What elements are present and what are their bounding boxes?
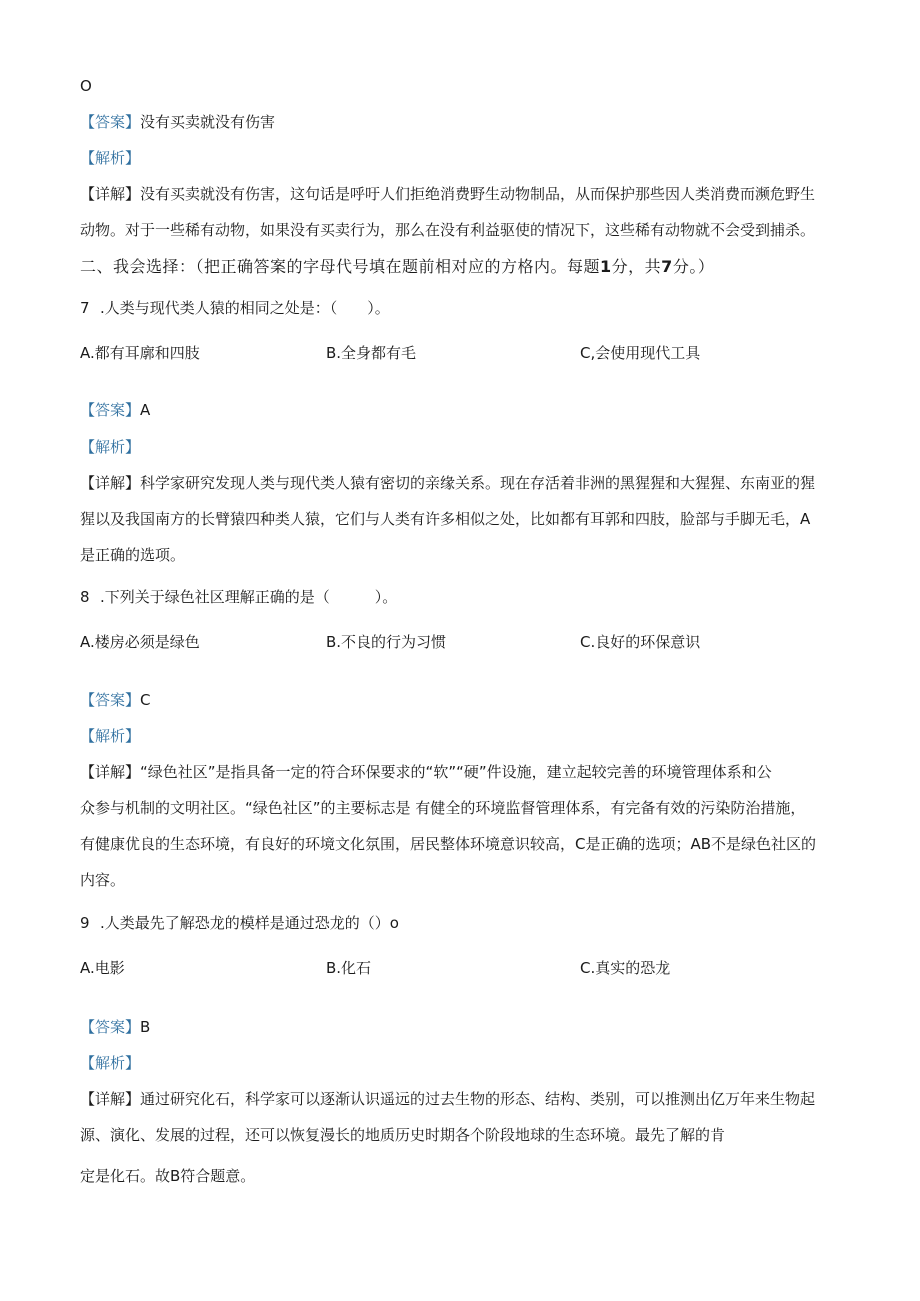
q6-detail-line-1 — [80, 184, 815, 204]
q7-option-b: B.全身都有毛 — [326, 344, 417, 362]
section-heading-num2: 7 — [661, 257, 673, 276]
q8-option-b: B.不良的行为习惯 — [326, 633, 447, 651]
q8-option-a: A.楼房必须是绿色 — [80, 633, 200, 651]
q8-detail-line-2: 众参与机制的文明社区。“绿色社区”的主要标志是 有健全的环境监督管理体系，有完备有效的污染防治措施， — [80, 799, 806, 817]
detail-tag: 【详解】 — [80, 185, 141, 203]
q7-analysis — [80, 437, 140, 457]
q9-option-c: C.真实的恐龙 — [580, 959, 671, 977]
q9-option-b: B.化石 — [326, 959, 372, 977]
q6-detail-line-2: 动物。对于一些稀有动物，如果没有买卖行为，那么在没有利益驱使的情况下，这些稀有动物就不会受到捕杀。 — [80, 221, 816, 239]
q7-detail-line-1 — [80, 473, 815, 493]
q7-answer — [80, 400, 150, 420]
answer-tag: 【答案】 — [80, 401, 141, 419]
q8-answer — [80, 690, 151, 710]
analysis-tag: 【解析】 — [80, 438, 141, 456]
answer-text: B — [140, 1018, 151, 1036]
answer-text: C — [140, 691, 151, 709]
section-heading-mid: 分，共 — [611, 257, 662, 276]
answer-tag: 【答案】 — [80, 691, 141, 709]
question-number: 8 — [80, 588, 90, 606]
section-heading-prefix: 二、我会选择：（把正确答案的字母代号填在题前相对应的方格内。每题 — [80, 257, 601, 276]
analysis-tag: 【解析】 — [80, 149, 141, 167]
q9-stem — [80, 913, 399, 933]
q7-option-c: C,会使用现代工具 — [580, 344, 701, 362]
detail-text: 科学家研究发现人类与现代类人猿有密切的亲缘关系。现在存活着非洲的黑猩猩和大猩猩、东南亚的猩 — [140, 474, 816, 492]
q6-analysis — [80, 148, 140, 168]
analysis-tag: 【解析】 — [80, 1054, 141, 1072]
q8-analysis — [80, 726, 140, 746]
detail-tag: 【详解】 — [80, 474, 141, 492]
section-heading-num1: 1 — [600, 257, 612, 276]
q8-stem — [80, 587, 397, 607]
q7-detail-line-2: 猩以及我国南方的长臂猿四种类人猿，它们与人类有许多相似之处，比如都有耳郭和四肢，脸部与手脚无毛，A — [80, 510, 811, 528]
q7-stem — [80, 298, 390, 318]
q6-answer — [80, 112, 275, 132]
answer-tag: 【答案】 — [80, 1018, 141, 1036]
detail-text: 没有买卖就没有伤害，这句话是呼吁人们拒绝消费野生动物制品，从而保护那些因人类消费而濒危野生 — [140, 185, 816, 203]
question-text: .人类最先了解恐龙的模样是通过恐龙的（）o — [100, 914, 399, 932]
section-heading-suffix: 分。） — [672, 257, 715, 276]
q7-option-a: A.都有耳廓和四肢 — [80, 344, 200, 362]
q9-analysis — [80, 1053, 140, 1073]
q9-detail-line-2: 源、演化、发展的过程，还可以恢复漫长的地质历史时期各个阶段地球的生态环境。最先了解的肯 — [80, 1126, 726, 1144]
question-number: 9 — [80, 914, 90, 932]
question-text: .下列关于绿色社区理解正确的是（ ）。 — [100, 588, 398, 606]
q8-detail-line-4: 内容。 — [80, 871, 126, 889]
q8-option-c: C.良好的环保意识 — [580, 633, 701, 651]
detail-text: “绿色社区”是指具备一定的符合环保要求的“软”“硬”件设施，建立起较完善的环境管理体系和公 — [140, 763, 772, 781]
detail-text: 通过研究化石，科学家可以逐渐认识遥远的过去生物的形态、结构、类别，可以推测出亿万年来生物起 — [140, 1090, 816, 1108]
answer-tag: 【答案】 — [80, 113, 141, 131]
q7-detail-line-3: 是正确的选项。 — [80, 546, 186, 564]
question-text: .人类与现代类人猿的相同之处是：（ ）。 — [100, 299, 390, 317]
answer-text: A — [140, 401, 151, 419]
q9-detail-line-1 — [80, 1089, 815, 1109]
top-fragment: O — [80, 77, 92, 95]
q8-detail-line-1 — [80, 762, 772, 782]
q9-option-a: A.电影 — [80, 959, 125, 977]
detail-tag: 【详解】 — [80, 1090, 141, 1108]
analysis-tag: 【解析】 — [80, 727, 141, 745]
q9-detail-line-3: 定是化石。故B符合题意。 — [80, 1167, 256, 1185]
detail-tag: 【详解】 — [80, 763, 141, 781]
answer-text: 没有买卖就没有伤害 — [140, 113, 276, 131]
section-heading — [80, 257, 714, 277]
question-number: 7 — [80, 299, 90, 317]
q8-detail-line-3: 有健康优良的生态环境，有良好的环境文化氛围，居民整体环境意识较高，C是正确的选项；AB不是绿色社区的 — [80, 835, 817, 853]
q9-answer — [80, 1017, 150, 1037]
